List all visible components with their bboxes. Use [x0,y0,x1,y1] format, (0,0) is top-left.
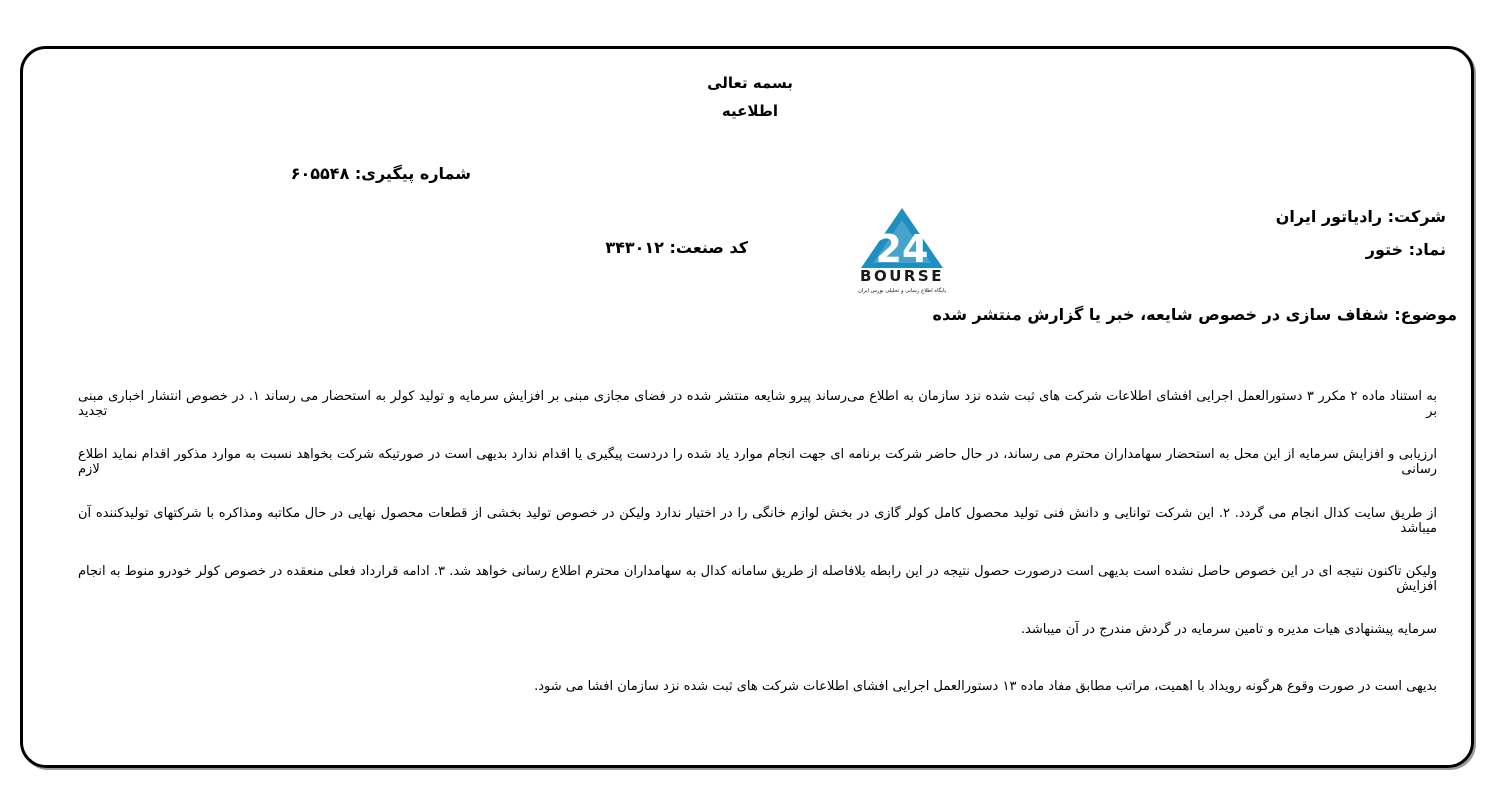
notice-title: اطلاعیه [721,102,779,120]
body-line-5: سرمایه پیشنهادی هیات مدیره و تامین سرمایه در گردش مندرج در آن میباشد. [1020,622,1437,637]
symbol-label: نماد: [1408,240,1446,259]
tracking-number-field [291,164,471,183]
logo-wordmark: BOURSE [860,267,944,285]
basmala-heading: بسمه تعالی [707,74,793,92]
bourse24-logo [843,206,961,298]
tracking-label: شماره پیگیری: [354,164,471,183]
body-line-2: ارزیابی و افزایش سرمایه از این محل به استحضار سهامداران محترم می رساند، در حال حاضر شرکت برنامه ای جهت انجام موارد یاد شده را دردست پیگیری یا اقدام ندارد بدیهی است در صورتیکه شرکت بخواهد نسبت به موارد مذکور اقدام نماید اطلاع رسانی لازم [78,447,1437,477]
body-line-3: از طریق سایت کدال انجام می گردد. ۲. این شرکت توانایی و دانش فنی تولید محصول کامل کولر گازی در بخش لوازم خانگی را در اختیار ندارد ولیکن در خصوص تولید بخشی از قطعات محصول نهایی در حال مکاتبه ومذاکره با شرکتهای تولیدکننده آن میباشد [78,506,1437,536]
company-name: رادیاتور ایران [1275,207,1383,226]
tracking-number: ۶۰۵۵۴۸ [290,164,350,183]
industry-code-field [605,238,748,257]
symbol-value: ختور [1365,240,1404,259]
body-line-4: ولیکن تاکنون نتیجه ای در این خصوص حاصل نشده است بدیهی است درصورت حصول نتیجه در این رابطه بلافاصله از طریق سامانه کدال به سهامداران محترم اطلاع رسانی خواهد شد. ۳. ادامه قرارداد فعلی منعقده در خصوص کولر خودرو منوط به انجام افزایش [78,564,1437,594]
company-field [1276,207,1446,226]
logo-numeral: 24 [875,227,929,271]
closing-paragraph: بدیهی است در صورت وقوع هرگونه رویداد با اهمیت، مراتب مطابق مفاد ماده ۱۳ دستورالعمل اجرایی افشای اطلاعات شرکت های ثبت شده نزد سازمان افشا می شود. [534,679,1437,694]
symbol-field [1366,240,1446,259]
industry-code: ۳۴۳۰۱۲ [605,238,664,257]
logo-tagline: پایگاه اطلاع رسانی و تحلیلی بورس ایران [857,288,947,294]
subject-line: موضوع: شفاف سازی در خصوص شایعه، خبر یا گزارش منتشر شده [932,305,1457,324]
bourse24-logo-graphic [843,206,961,298]
body-line-1: به استناد ماده ۲ مکرر ۳ دستورالعمل اجرایی افشای اطلاعات شرکت های ثبت شده نزد سازمان به اطلاع می‌رساند پیرو شایعه منتشر شده در فضای مجازی مبنی بر افزایش سرمایه و تولید کولر به استحضار می رساند ۱. در خصوص انتشار اخباری مبنی بر تجدید [78,389,1437,419]
industry-label: کد صنعت: [669,238,748,257]
company-label: شرکت: [1387,207,1446,226]
